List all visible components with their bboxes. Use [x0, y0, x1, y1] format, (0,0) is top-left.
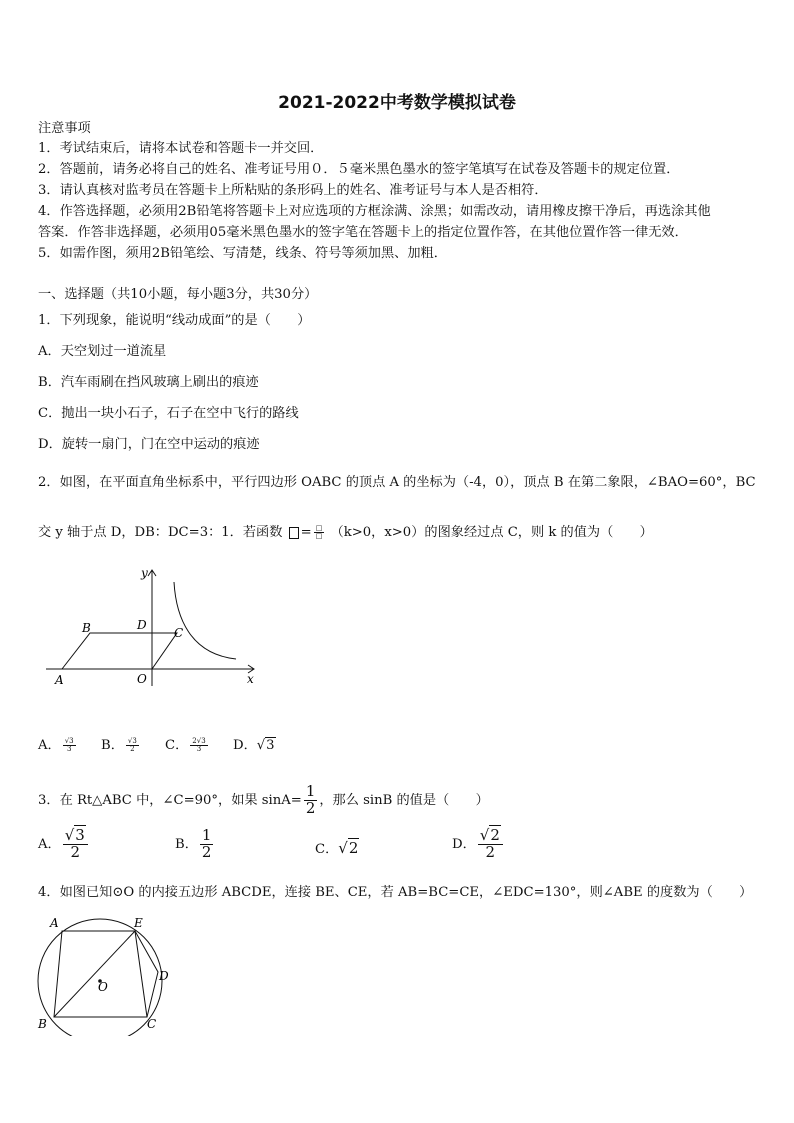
question-3-option-b: B． $\frac{1}{2}$ [175, 826, 212, 861]
segment-be [54, 931, 135, 1017]
notice-item: 3．请认真核对监考员在答题卡上所粘贴的条形码上的姓名、准考证号与本人是否相符． [38, 183, 548, 198]
question-2-option-d: D．√3 [233, 738, 275, 753]
sina-fraction: $\frac{1}{2}$ [305, 782, 316, 817]
notice-item: 5．如需作图，须用2B铅笔绘、写清楚，线条、符号等须加黑、加粗． [38, 246, 447, 261]
label-y: y [141, 566, 148, 580]
label-b: B [82, 621, 91, 635]
question-3-option-d: D． $\frac{√2}{2}$ [452, 828, 505, 861]
question-1-option-c: C．抛出一块小石子，石子在空中飞行的路线 [38, 406, 299, 421]
circle-o [38, 919, 162, 1036]
question-1-option-d: D．旋转一扇门，门在空中运动的痕迹 [38, 437, 260, 452]
question-1-stem: 1．下列现象，能说明“线动成面”的是（ ） [38, 313, 311, 328]
hyperbola-curve [174, 582, 236, 659]
question-2-option-a: A． $\frac{√3}{3}$ [38, 736, 74, 753]
label-a: A [50, 916, 59, 930]
function-fraction: $\frac{□}{□}$ [315, 523, 323, 540]
notice-item: 1．考试结束后，请将本试卷和答题卡一并交回． [38, 141, 324, 156]
page-title: 2021-2022中考数学模拟试卷 [278, 93, 516, 113]
label-c: C [147, 1017, 157, 1031]
notice-item: 答案．作答非选择题，必须用05毫米黑色墨水的签字笔在答题卡上的指定位置作答，在其他位置作答一律无效． [38, 225, 688, 240]
question-3-stem: 3．在 Rt△ABC 中，∠C=90°，如果 sinA= $\frac{1}{2}$ ，那么 sinB 的值是（ ） [38, 782, 489, 817]
label-d: D [159, 969, 169, 983]
question-4-stem: 4．如图已知⊙O 的内接五边形 ABCDE，连接 BE、CE，若 AB=BC=CE，∠EDC=130°，则∠ABE 的度数为（ ） [38, 885, 753, 900]
label-x: x [247, 672, 254, 686]
question-2-stem-part-b: （k>0，x>0）的图象经过点 C，则 k 的值为（ ） [330, 525, 653, 540]
function-eq-sign: = [300, 525, 312, 540]
label-d: D [137, 618, 147, 632]
label-b: B [38, 1017, 47, 1031]
label-e: E [134, 916, 143, 930]
function-placeholder-icon [289, 527, 299, 539]
segment-ce [135, 931, 147, 1017]
label-o: O [137, 672, 147, 686]
parallelogram-oabc [62, 633, 177, 669]
question-3-option-c: C．√2 [315, 839, 359, 857]
question-2-stem-part-a: 交 y 轴于点 D，DB：DC=3：1．若函数 [38, 525, 283, 540]
label-a: A [55, 673, 64, 687]
notice-item: 4．作答选择题，必须用2B铅笔将答题卡上对应选项的方框涂满、涂黑；如需改动，请用橡皮擦干净后，再选涂其他 [38, 204, 711, 219]
question-2-stem-line2 [38, 524, 653, 542]
pentagon-abcde [54, 931, 158, 1017]
notice-heading: 注意事项 [38, 121, 91, 136]
question-1-option-a: A．天空划过一道流星 [38, 344, 167, 359]
question-2-stem-line1: 2．如图，在平面直角坐标系中，平行四边形 OABC 的顶点 A 的坐标为（-4，0），顶点 B 在第二象限，∠BAO=60°，BC [38, 475, 756, 490]
notice-item: 2．答题前，请务必将自己的姓名、准考证号用０．５毫米黑色墨水的签字笔填写在试卷及答题卡的规定位置． [38, 162, 680, 177]
question-1-option-b: B．汽车雨刷在挡风玻璃上刷出的痕迹 [38, 375, 259, 390]
label-c: C [174, 626, 184, 640]
section-heading: 一、选择题（共10小题，每小题3分，共30分） [38, 287, 318, 302]
question-4-figure [34, 912, 179, 1036]
question-2-option-c: C． $\frac{2√3}{3}$ [165, 736, 206, 753]
label-o: O [98, 980, 108, 994]
question-2-figure [40, 562, 265, 692]
question-3-option-a: A． $\frac{√3}{2}$ [38, 828, 90, 861]
question-2-option-b: B． $\frac{√3}{2}$ [101, 736, 137, 753]
